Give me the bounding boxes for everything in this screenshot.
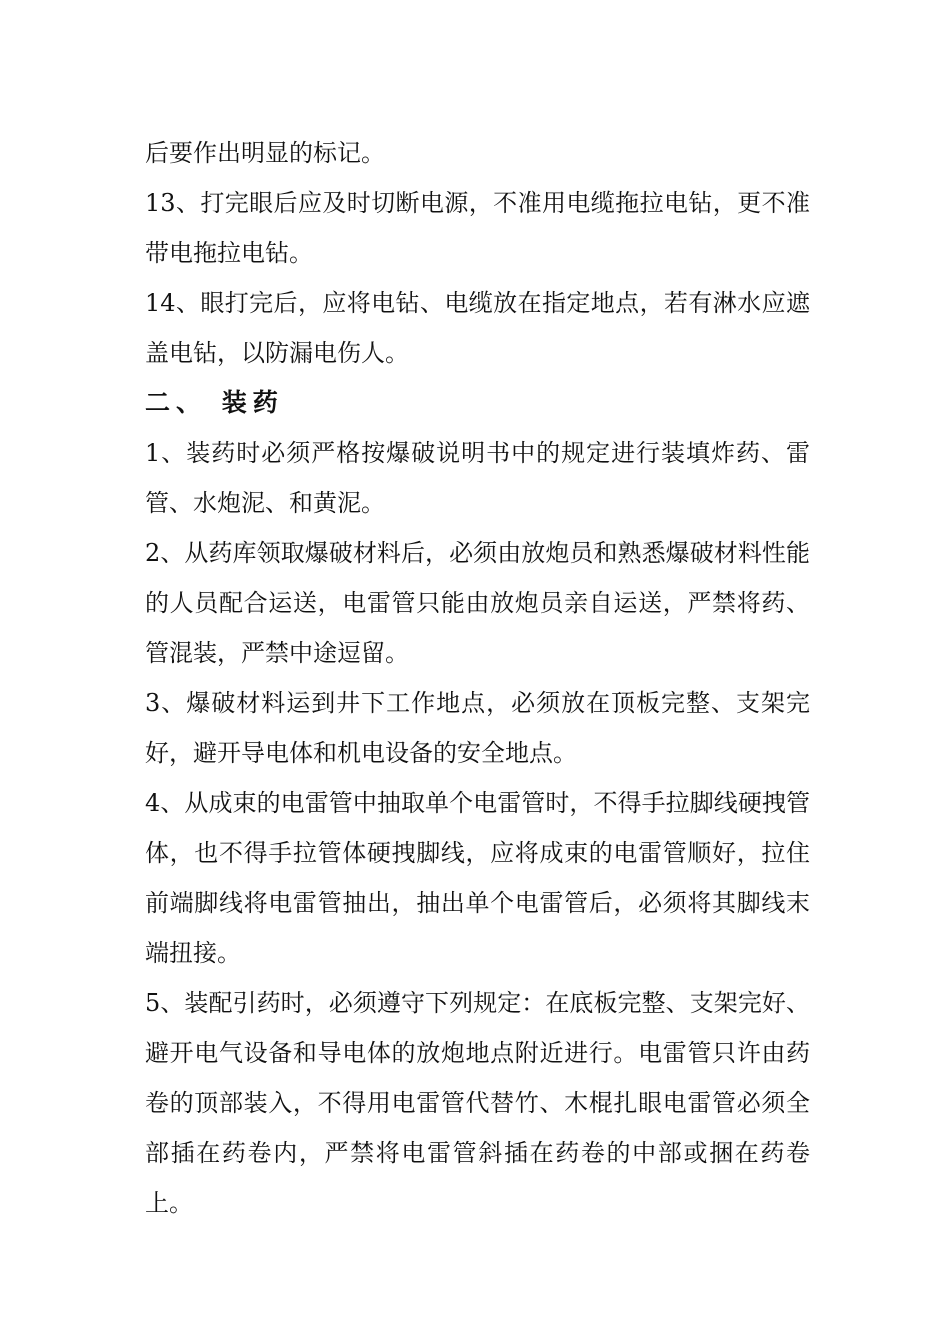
section-item-5: 5、装配引药时，必须遵守下列规定：在底板完整、支架完好、避开电气设备和导电体的放炮地点附近进行。电雷管只许由药卷的顶部装入，不得用电雷管代替竹、木棍扎眼电雷管必须全部插在药卷内，严禁将电雷管斜插在药卷的中部或捆在药卷上。 [145, 989, 810, 1217]
section-item-4: 4、从成束的电雷管中抽取单个电雷管时，不得手拉脚线硬拽管体，也不得手拉管体硬拽脚线，应将成束的电雷管顺好，拉住前端脚线将电雷管抽出，抽出单个电雷管后，必须将其脚线末端扭接。 [145, 789, 810, 967]
section-item-2: 2、从药库领取爆破材料后，必须由放炮员和熟悉爆破材料性能的人员配合运送，电雷管只能由放炮员亲自运送，严禁将药、管混装，严禁中途逗留。 [145, 539, 810, 667]
paragraph-item-13: 13、打完眼后应及时切断电源，不准用电缆拖拉电钻，更不准带电拖拉电钻。 [145, 189, 810, 267]
section-item-1: 1、装药时必须严格按爆破说明书中的规定进行装填炸药、雷管、水炮泥、和黄泥。 [145, 439, 810, 517]
document-body [145, 128, 810, 1228]
section-heading: 二、 装药 [145, 388, 284, 417]
section-item-3: 3、爆破材料运到井下工作地点，必须放在顶板完整、支架完好，避开导电体和机电设备的安全地点。 [145, 689, 810, 767]
paragraph-item-14: 14、眼打完后，应将电钻、电缆放在指定地点，若有淋水应遮盖电钻，以防漏电伤人。 [145, 289, 810, 367]
paragraph-continuation: 后要作出明显的标记。 [145, 139, 385, 167]
